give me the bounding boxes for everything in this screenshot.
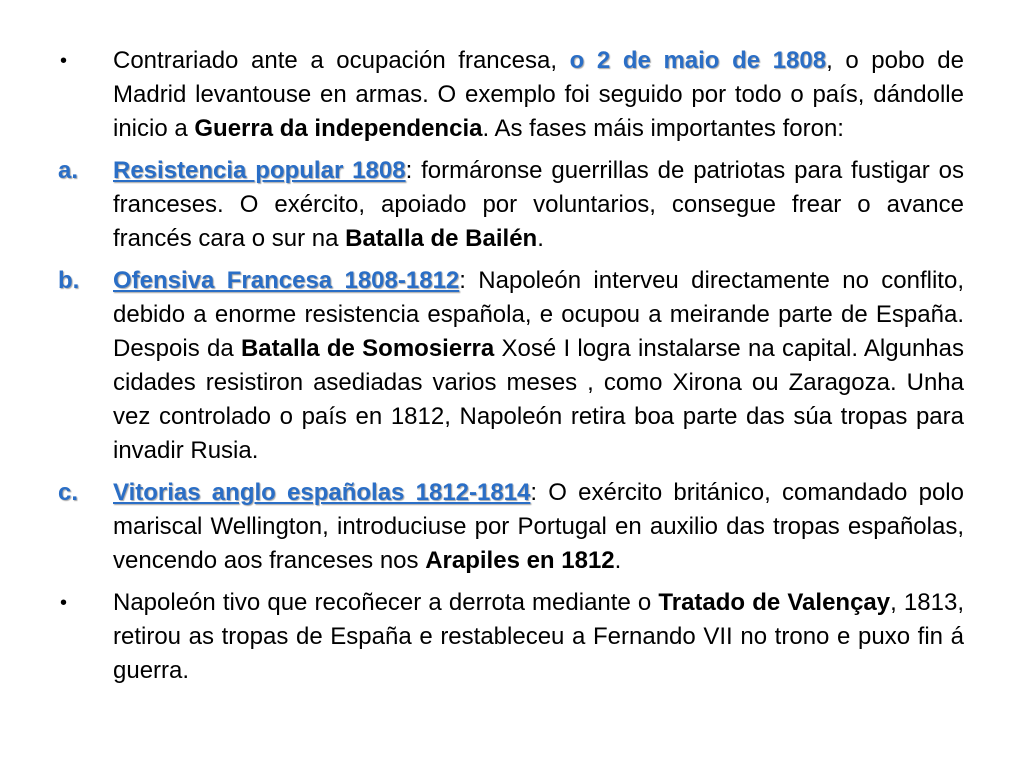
text-run: Xosé I logra instalarse na capital. Algunhas cidades resistiron asediadas varios meses , como Xirona ou Zaragoza. Unha vez controlado o país en 1812, Napoleón retira boa parte das súa tropas para invadir Rusia. bbox=[113, 335, 965, 464]
text-run: , 1813, retirou as tropas de España e restableceu a Fernando VII no trono e puxo fin á guerra. bbox=[113, 589, 964, 684]
text-run: . bbox=[614, 547, 622, 574]
text-run: : Napoleón interveu directamente no conflito, debido a enorme resistencia española, e ocupou a meirande parte de España. Despois da bbox=[113, 267, 964, 362]
bullet-marker: • bbox=[60, 50, 68, 72]
text-run: . bbox=[537, 225, 544, 252]
phase-title: Vitorias anglo españolas 1812-1814 bbox=[113, 479, 531, 506]
list-letter: b. bbox=[58, 267, 80, 294]
slide-content bbox=[58, 44, 964, 696]
item-text bbox=[113, 157, 964, 252]
highlighted-date: o 2 de maio de 1808 bbox=[569, 47, 827, 74]
text-run: : formáronse guerrillas de patriotas para fustigar os franceses. O exército, apoiado por voluntarios, consegue frear o avance francés cara o sur na bbox=[113, 157, 964, 252]
bold-term: Tratado de Valençay bbox=[658, 589, 891, 616]
item-text bbox=[113, 479, 964, 574]
text-run: . As fases máis importantes foron: bbox=[482, 115, 844, 142]
bullet-item bbox=[58, 586, 964, 688]
bold-term: Batalla de Bailén bbox=[345, 225, 538, 252]
item-text bbox=[113, 589, 964, 684]
bullet-marker: • bbox=[60, 592, 68, 614]
item-text bbox=[113, 267, 964, 464]
bullet-item bbox=[58, 44, 964, 146]
text-run: , o pobo de Madrid levantouse en armas. O exemplo foi seguido por todo o país, dándolle inicio a bbox=[113, 47, 964, 142]
phase-title: Resistencia popular 1808 bbox=[113, 157, 406, 184]
bold-term: Batalla de Somosierra bbox=[240, 335, 495, 362]
text-run: Napoleón tivo que recoñecer a derrota mediante o bbox=[113, 589, 659, 616]
lettered-item bbox=[58, 264, 964, 468]
text-run: Contrariado ante a ocupación francesa, bbox=[113, 47, 570, 74]
text-run: : O exército británico, comandado polo mariscal Wellington, introduciuse por Portugal en auxilio das tropas españolas, vencendo aos franceses nos bbox=[113, 479, 964, 574]
phase-title: Ofensiva Francesa 1808-1812 bbox=[113, 267, 460, 294]
lettered-item bbox=[58, 476, 964, 578]
item-text bbox=[113, 47, 964, 142]
list-letter: c. bbox=[58, 479, 79, 506]
lettered-item bbox=[58, 154, 964, 256]
bold-term: Arapiles en 1812 bbox=[425, 547, 615, 574]
list-letter: a. bbox=[58, 157, 79, 184]
bold-term: Guerra da independencia bbox=[194, 115, 483, 142]
